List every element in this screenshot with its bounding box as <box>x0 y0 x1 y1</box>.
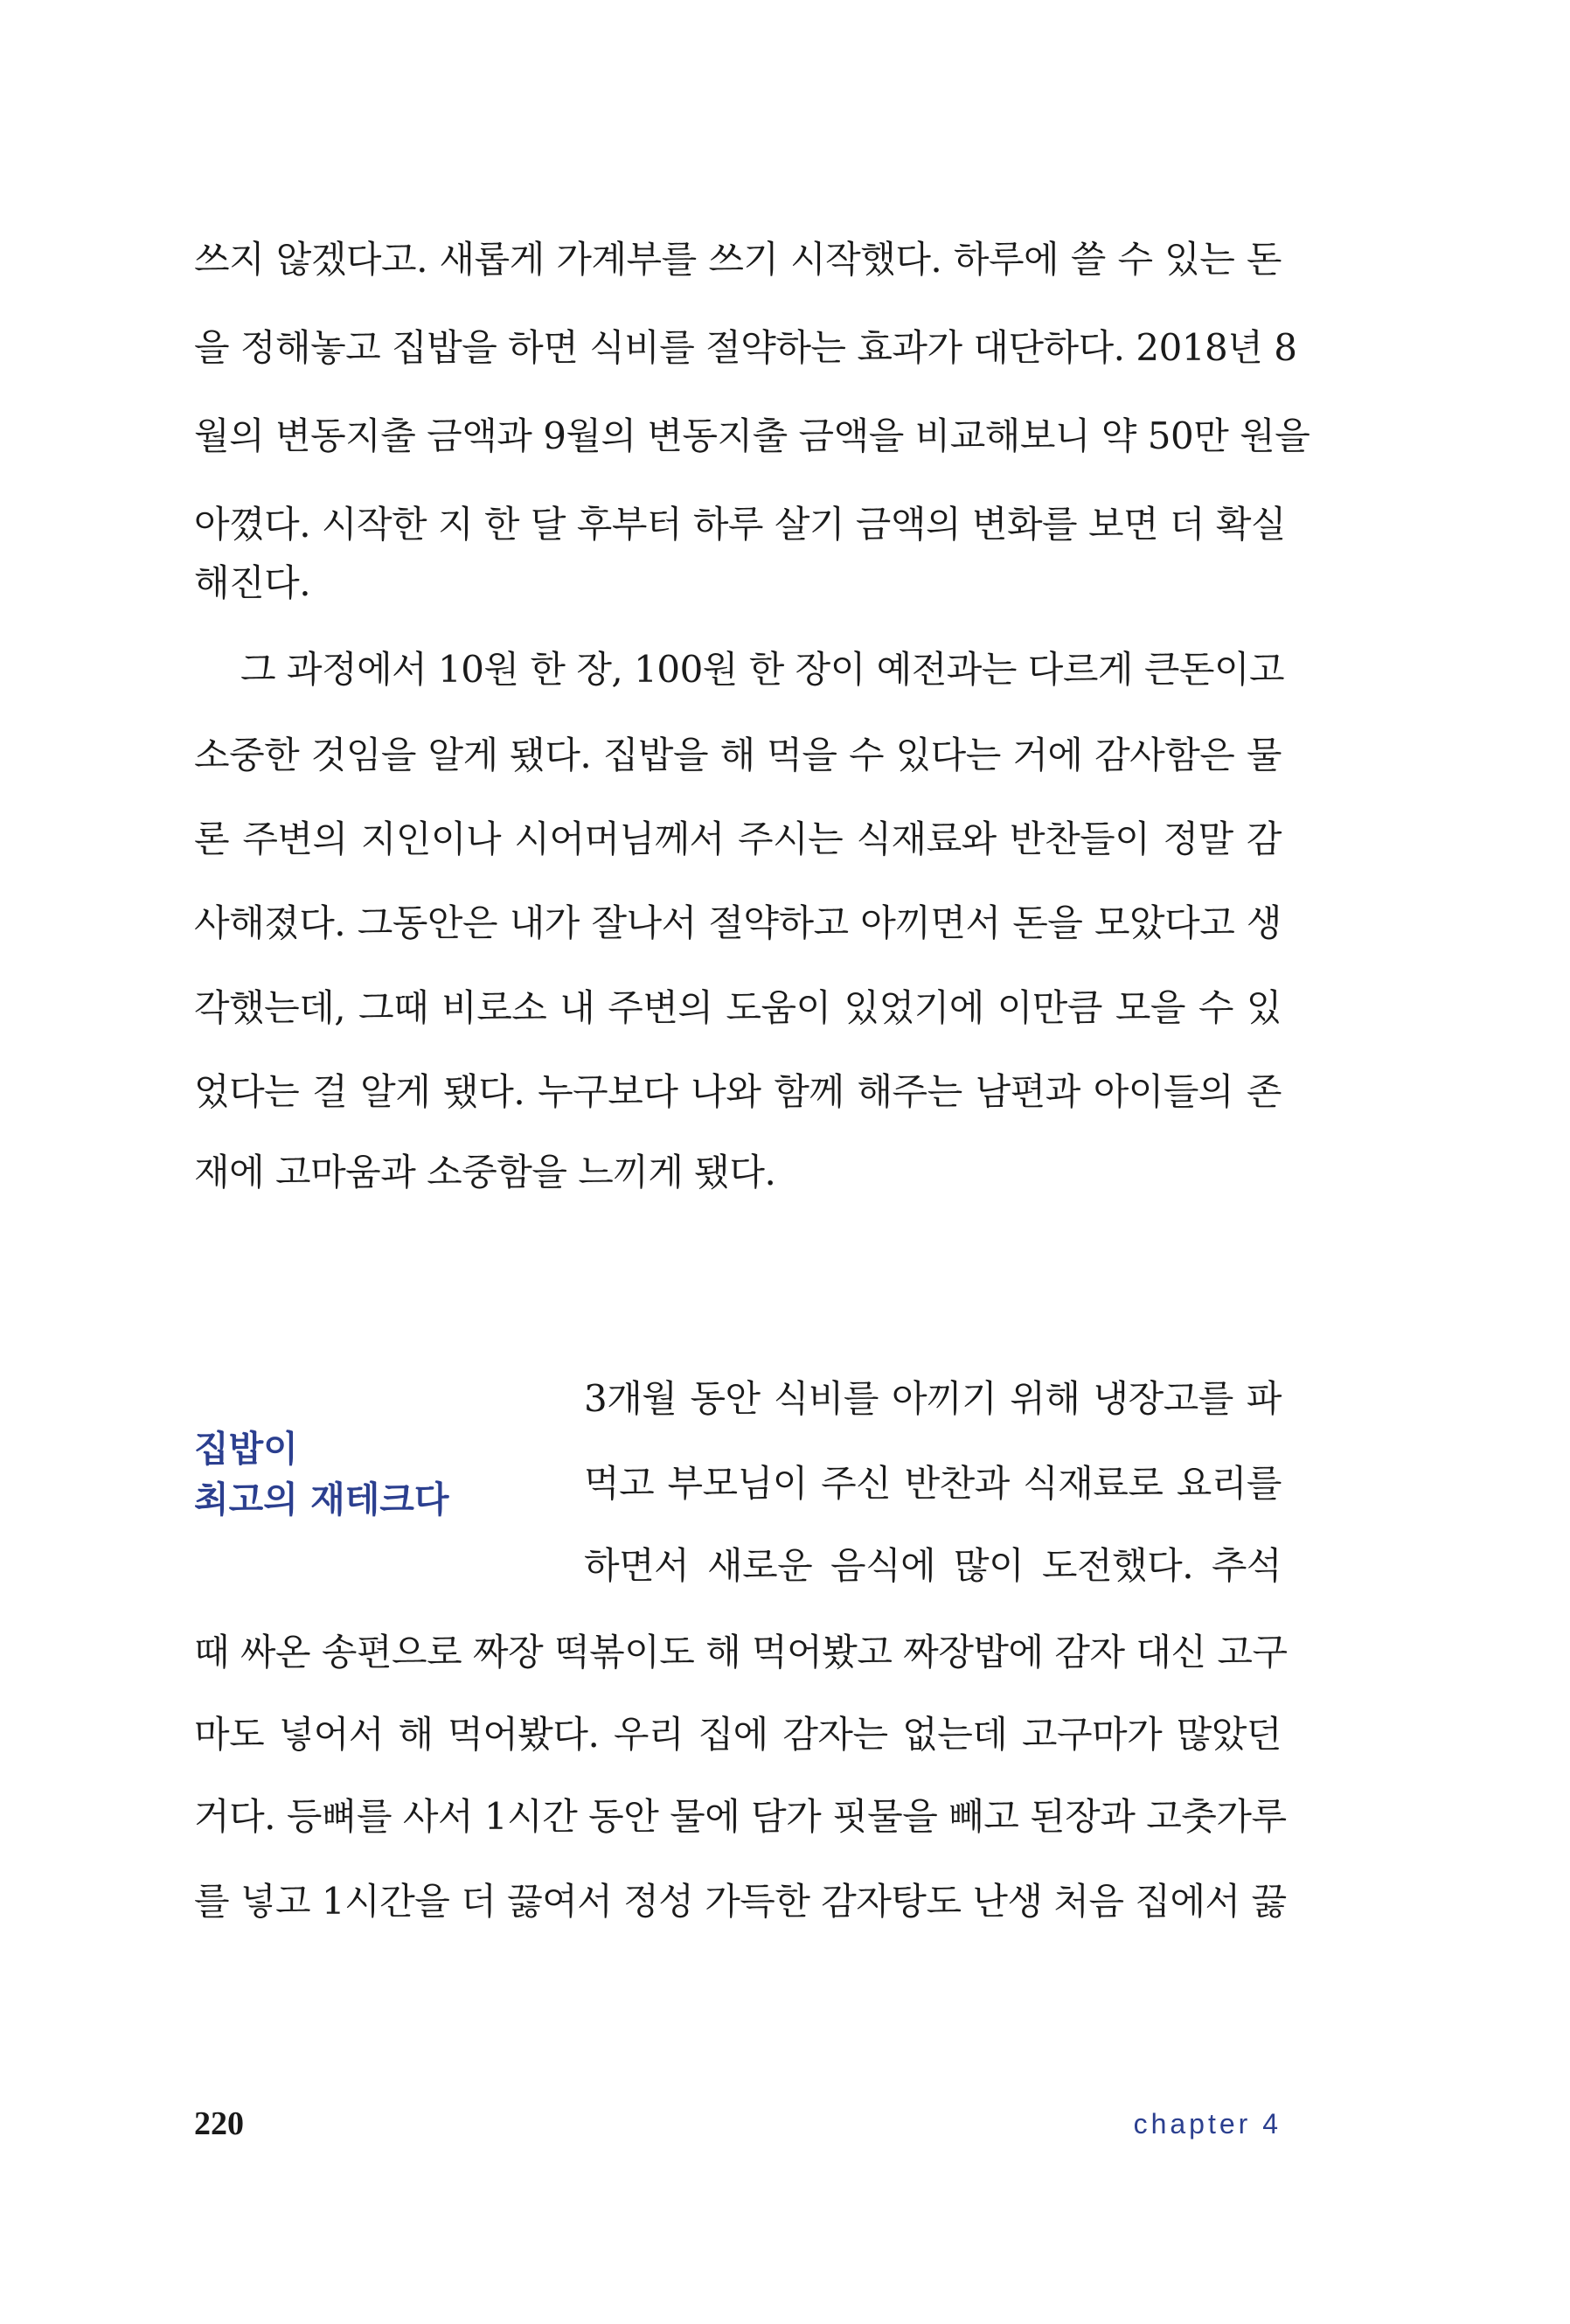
paragraph-2-line-5: 각했는데, 그때 비로소 내 주변의 도움이 있었기에 이만큼 모을 수 있 <box>194 986 1282 1029</box>
paragraph-1-line-1: 쓰지 않겠다고. 새롭게 가계부를 쓰기 시작했다. 하루에 쓸 수 있는 돈 <box>194 238 1282 281</box>
paragraph-3-line-6: 거다. 등뼈를 사서 1시간 동안 물에 담가 핏물을 빼고 된장과 고춧가루 <box>194 1795 1287 1838</box>
paragraph-3-line-7: 를 넣고 1시간을 더 끓여서 정성 가득한 감자탕도 난생 처음 집에서 끓 <box>194 1880 1287 1923</box>
paragraph-2-line-1: 그 과정에서 10원 한 장, 100원 한 장이 예전과는 다르게 큰돈이고 <box>240 648 1285 691</box>
paragraph-1-line-2: 을 정해놓고 집밥을 하면 식비를 절약하는 효과가 대단하다. 2018년 8 <box>194 326 1297 369</box>
section-heading-line-1: 집밥이 <box>194 1428 298 1470</box>
paragraph-2-line-7: 재에 고마움과 소중함을 느끼게 됐다. <box>194 1151 776 1193</box>
paragraph-1-line-5: 해진다. <box>194 561 311 604</box>
section-heading <box>194 1423 449 1525</box>
paragraph-2-line-6: 었다는 걸 알게 됐다. 누구보다 나와 함께 해주는 남편과 아이들의 존 <box>194 1070 1282 1113</box>
paragraph-2-line-3: 론 주변의 지인이나 시어머님께서 주시는 식재료와 반찬들이 정말 감 <box>194 818 1282 860</box>
page-number: 220 <box>194 2105 244 2142</box>
paragraph-3-line-2: 먹고 부모님이 주신 반찬과 식재료로 요리를 <box>584 1462 1282 1505</box>
paragraph-2-line-4: 사해졌다. 그동안은 내가 잘나서 절약하고 아끼면서 돈을 모았다고 생 <box>194 901 1282 944</box>
paragraph-1-line-4: 아꼈다. 시작한 지 한 달 후부터 하루 살기 금액의 변화를 보면 더 확실 <box>194 503 1287 546</box>
paragraph-1-line-3: 월의 변동지출 금액과 9월의 변동지출 금액을 비교해보니 약 50만 원을 <box>194 414 1310 457</box>
paragraph-3-line-4: 때 싸온 송편으로 짜장 떡볶이도 해 먹어봤고 짜장밥에 감자 대신 고구 <box>194 1631 1288 1673</box>
paragraph-2-line-2: 소중한 것임을 알게 됐다. 집밥을 해 먹을 수 있다는 거에 감사함은 물 <box>194 734 1282 776</box>
paragraph-3-line-3: 하면서 새로운 음식에 많이 도전했다. 추석 <box>584 1544 1282 1587</box>
section-heading-line-2: 최고의 재테크다 <box>194 1479 449 1520</box>
chapter-label: chapter 4 <box>1133 2108 1282 2140</box>
paragraph-3-line-5: 마도 넣어서 해 먹어봤다. 우리 집에 감자는 없는데 고구마가 많았던 <box>194 1713 1282 1756</box>
paragraph-3-line-1: 3개월 동안 식비를 아끼기 위해 냉장고를 파 <box>584 1377 1282 1420</box>
